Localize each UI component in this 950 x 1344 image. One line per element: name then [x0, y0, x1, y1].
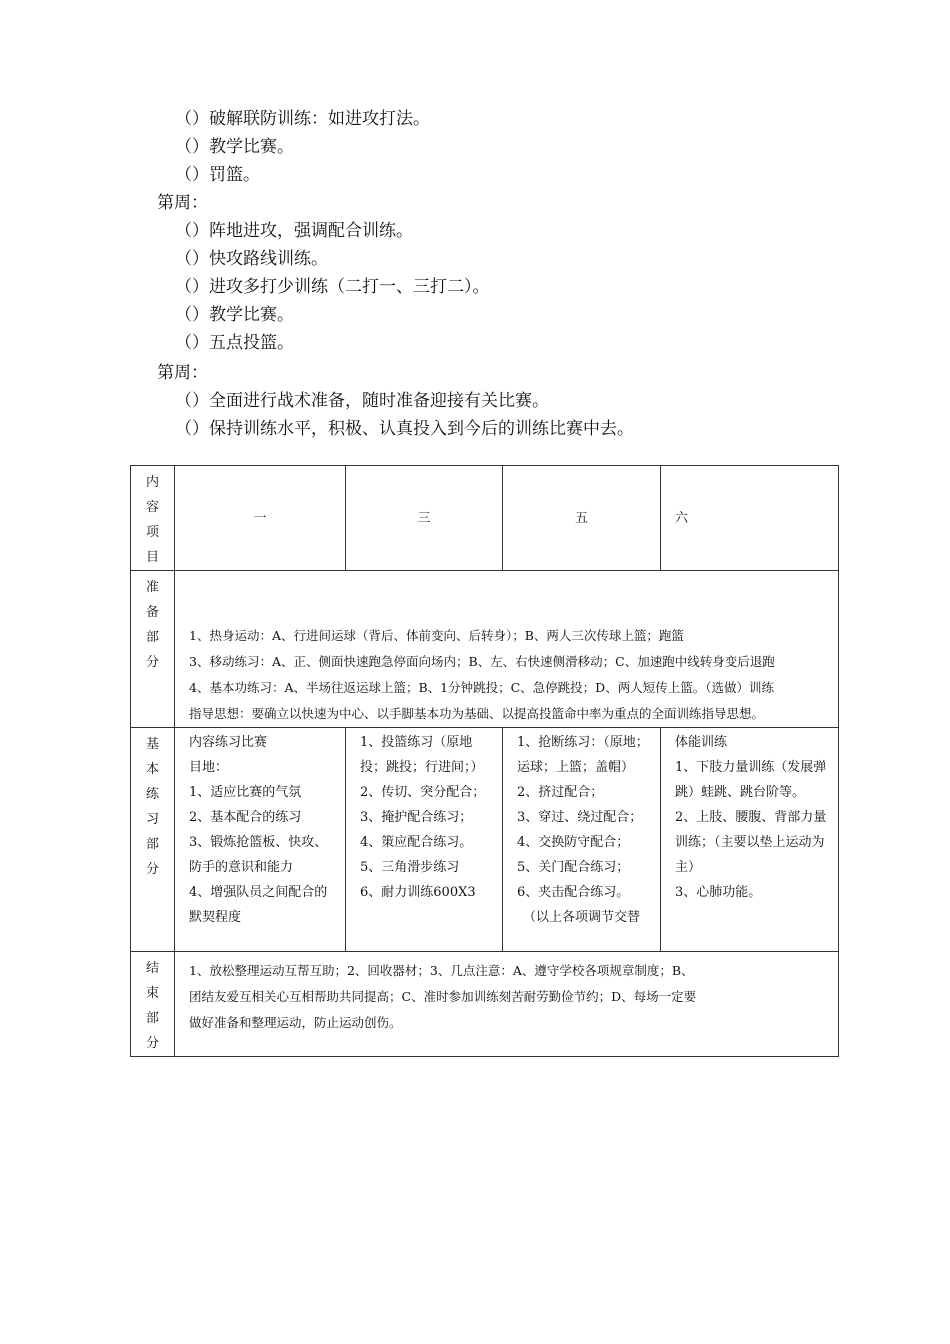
basic-item: 目地：: [189, 760, 229, 775]
label-char: 内: [145, 475, 159, 490]
prep-line: 4、基本功练习：A、半场往返运球上篮；B、1分钟跳投；C、急停跳投；D、两人短传上篮。（选做）训练: [189, 680, 774, 695]
basic-item: 6、耐力训练600X3: [360, 885, 476, 900]
basic-item: 5、三角滑步练习: [360, 860, 460, 875]
prep-line: 3、移动练习：A、正、侧面快速跑急停面向场内；B、左、右快速侧滑移动；C、加速跑中线转身变后退跑: [189, 654, 775, 669]
prep-label-cell: [131, 571, 175, 728]
label-char: 结: [145, 961, 159, 976]
intro-line: （）五点投篮。: [175, 333, 294, 353]
intro-line: （）快攻路线训练。: [175, 249, 328, 269]
label-char: 练: [145, 787, 159, 802]
basic-item: 6、夹击配合练习。: [517, 885, 630, 900]
prep-row: [131, 571, 839, 728]
basic-item: 3、掩护配合练习；: [360, 810, 473, 825]
end-line: 做好准备和整理运动，防止运动创伤。: [189, 1015, 402, 1030]
basic-col-wednesday: [346, 728, 503, 952]
basic-item: 1、投篮练习（原地投；跳投；行进间；）: [360, 735, 484, 775]
basic-item: 3、锻炼抢篮板、快攻、防手的意识和能力: [189, 835, 328, 875]
table-header-row: [131, 466, 839, 571]
basic-item: 1、适应比赛的气氛: [189, 785, 302, 800]
label-char: 备: [145, 605, 159, 620]
label-char: 目: [145, 550, 159, 565]
label-char: 准: [145, 580, 159, 595]
basic-col-monday: [175, 728, 346, 952]
intro-line: （）保持训练水平，积极、认真投入到今后的训练比赛中去。: [175, 419, 634, 439]
week-heading: 第周：: [157, 363, 208, 383]
label-char: 部: [145, 1011, 159, 1026]
label-char: 项: [145, 525, 159, 540]
basic-item: 内容练习比赛: [189, 735, 268, 750]
basic-item: 2、基本配合的练习: [189, 810, 302, 825]
basic-item: 3、穿过、绕过配合；: [517, 810, 643, 825]
training-plan-table: [130, 465, 839, 1057]
label-char: 本: [145, 762, 159, 777]
basic-item: （以上各项调节交替: [523, 910, 641, 925]
intro-line: （）进攻多打少训练（二打一、三打二）。: [175, 277, 490, 297]
label-char: 分: [145, 862, 159, 877]
label-char: 分: [145, 1036, 159, 1051]
basic-item: 5、关门配合练习；: [517, 860, 630, 875]
day-header-3: 三: [346, 466, 503, 571]
basic-col-friday: [503, 728, 661, 952]
intro-line: （）罚篮。: [175, 165, 260, 185]
header-label-cell: [131, 466, 175, 571]
prep-line: 指导思想：要确立以快速为中心、以手脚基本功为基础、以提高投篮命中率为重点的全面训练指导思想。: [189, 706, 765, 721]
basic-item: 1、抢断练习：（原地；运球；上篮；盖帽）: [517, 735, 649, 775]
basic-item: 2、上肢、腰腹、背部力量训练；（主要以垫上运动为主）: [675, 810, 827, 875]
day-header-5: 五: [503, 466, 661, 571]
intro-line: （）教学比赛。: [175, 305, 294, 325]
basic-row: [131, 728, 839, 952]
label-char: 部: [145, 630, 159, 645]
label-char: 习: [145, 812, 159, 827]
day-header-6: 六: [661, 466, 839, 571]
basic-item: 体能训练: [675, 735, 728, 750]
intro-line: （）阵地进攻，强调配合训练。: [175, 221, 413, 241]
day-header-1: 一: [175, 466, 346, 571]
basic-label-cell: [131, 728, 175, 952]
intro-line: （）破解联防训练：如进攻打法。: [175, 109, 430, 129]
basic-item: 3、心肺功能。: [675, 885, 762, 900]
prep-line: 1、热身运动：A、行进间运球（背后、体前变向、后转身）；B、两人三次传球上篮；跑篮: [189, 628, 684, 643]
basic-col-saturday: [661, 728, 839, 952]
intro-line: （）教学比赛。: [175, 137, 294, 157]
end-row: [131, 952, 839, 1057]
intro-line: （）全面进行战术准备，随时准备迎接有关比赛。: [175, 391, 549, 411]
basic-item: 1、下肢力量训练（发展弹跳）蛙跳、跳台阶等。: [675, 760, 827, 800]
prep-content-cell: [175, 571, 839, 728]
label-char: 束: [145, 986, 159, 1001]
basic-item: 2、挤过配合；: [517, 785, 604, 800]
end-line: 团结友爱互相关心互相帮助共同提高；C、准时参加训练刻苦耐劳勤俭节约；D、每场一定要: [189, 989, 697, 1004]
end-line: 1、放松整理运动互帮互助；2、回收器材；3、几点注意：A、遵守学校各项规章制度；B、: [189, 963, 694, 978]
label-char: 分: [145, 655, 159, 670]
end-label-cell: [131, 952, 175, 1057]
label-char: 容: [145, 500, 159, 515]
basic-item: 4、增强队员之间配合的默契程度: [189, 885, 328, 925]
label-char: 基: [145, 737, 159, 752]
week-heading: 第周：: [157, 193, 208, 213]
end-content-cell: [175, 952, 839, 1057]
basic-item: 2、传切、突分配合；: [360, 785, 486, 800]
basic-item: 4、交换防守配合；: [517, 835, 630, 850]
basic-item: 4、策应配合练习。: [360, 835, 473, 850]
label-char: 部: [145, 837, 159, 852]
